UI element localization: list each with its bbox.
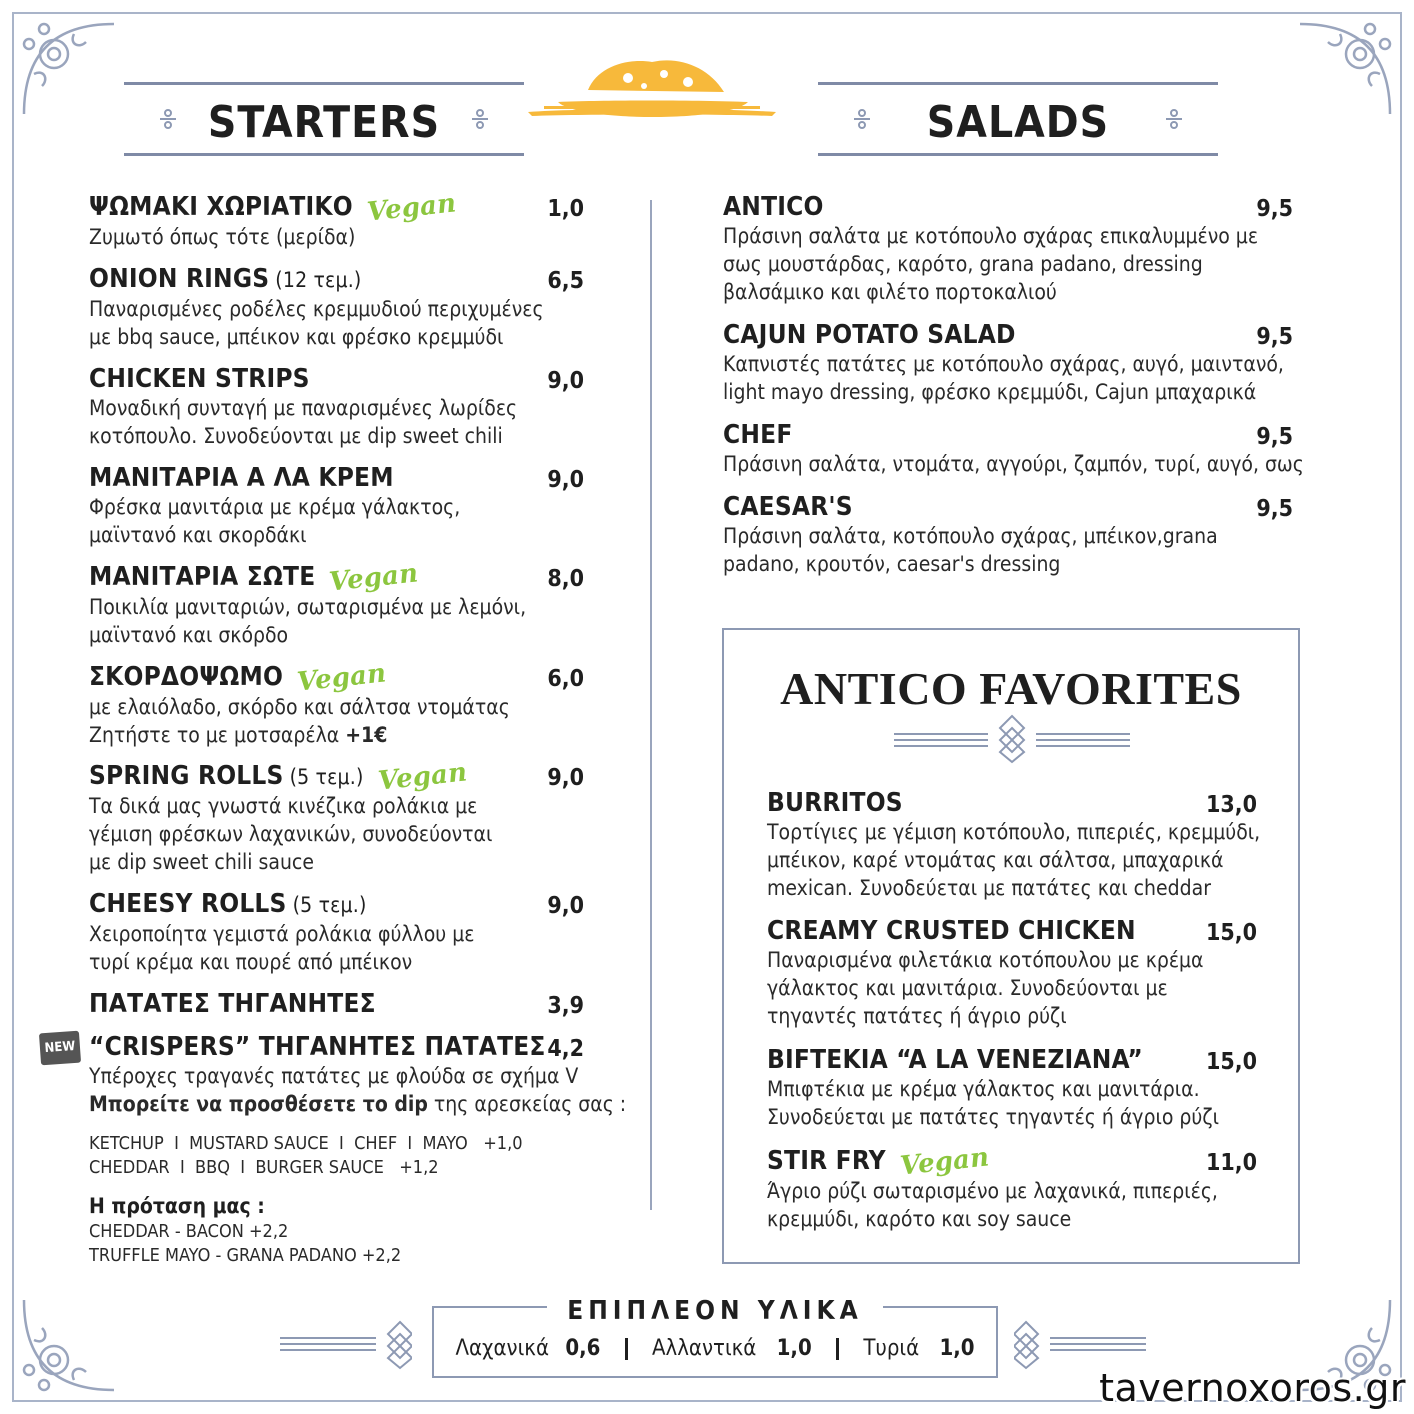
item-description: γέμιση φρέσκων λαχανικών, συνοδεύονται: [89, 822, 493, 846]
menu-item: [89, 264, 544, 351]
fleuron-icon: [468, 107, 492, 131]
watermark: tavernoxoros.gr: [1099, 1366, 1406, 1410]
vegan-badge: Vegan: [376, 756, 469, 797]
menu-item: [723, 192, 1258, 306]
suggestion-line: TRUFFLE MAYO - GRANA PADANO +2,2: [89, 1245, 402, 1266]
item-title: STIR FRY: [767, 1146, 886, 1176]
item-description: Παναρισμένα φιλετάκια κοτόπουλου με κρέμα: [767, 948, 1204, 972]
item-description: Υπέροχες τραγανές πατάτες με φλούδα σε σχήμα V: [89, 1064, 579, 1088]
item-name: [89, 989, 376, 1019]
pasta-plate-icon: [528, 52, 776, 132]
item-title: SPRING ROLLS: [89, 761, 284, 791]
item-name: [767, 916, 1204, 946]
extra-label: Τυριά: [863, 1336, 920, 1361]
item-price: 9,0: [547, 893, 584, 919]
item-name: [89, 756, 492, 797]
column-divider: [650, 200, 652, 1210]
item-description: γάλακτος και μανιτάρια. Συνοδεύονται με: [767, 976, 1168, 1000]
item-description: Ποικιλία μανιταριών, σωταρισμένα με λεμόνι,: [89, 594, 527, 619]
starters-title: STARTERS: [207, 97, 441, 148]
extra-label: Αλλαντικά: [651, 1336, 757, 1361]
vegan-badge: Vegan: [898, 1141, 991, 1182]
item-name: [723, 492, 1218, 522]
vegan-badge: Vegan: [295, 657, 388, 698]
item-description: με bbq sauce, μπέικον και φρέσκο κρεμμύδι: [89, 325, 504, 349]
item-title: CREAMY CRUSTED CHICKEN: [767, 916, 1136, 946]
dips-line: CHEDDAR I BBQ I BURGER SAUCE +1,2: [89, 1157, 439, 1178]
extra-label: Λαχανικά: [455, 1336, 550, 1361]
diamond-ornament-icon: [1014, 1318, 1146, 1370]
menu-item: [89, 756, 493, 876]
menu-item: [723, 320, 1284, 406]
item-title: BIFTEKIA “A LA VENEZIANA”: [767, 1045, 1143, 1075]
item-name: [89, 889, 474, 920]
item-name: [723, 420, 1304, 450]
item-price: 9,0: [547, 467, 584, 493]
dips-line: KETCHUP I MUSTARD SAUCE I CHEF I MAYO +1,0: [89, 1133, 523, 1154]
corner-ornament-top-right: [1290, 14, 1400, 124]
item-price: 9,5: [1256, 496, 1293, 522]
item-title: CHEESY ROLLS: [89, 889, 287, 919]
vegan-badge: Vegan: [328, 557, 420, 598]
extras-title: ΕΠΙΠΛΕΟΝ ΥΛΙΚΑ: [567, 1296, 863, 1326]
item-quantity: (12 τεμ.): [275, 268, 362, 292]
salads-header: [818, 82, 1218, 156]
item-name: [767, 1045, 1219, 1075]
item-description: Πράσινη σαλάτα, κοτόπουλο σχάρας, μπέικον,grana: [723, 524, 1218, 548]
item-title: ΜΑΝΙΤΑΡΙΑ Α ΛΑ ΚΡΕΜ: [89, 463, 394, 493]
item-description: Παναρισμένες ροδέλες κρεμμυδιού περιχυμένες: [89, 297, 544, 321]
item-description: Μοναδική συνταγή με παναρισμένες λωρίδες: [89, 396, 518, 420]
item-description: Συνοδεύεται με πατάτες τηγαντές ή άγριο ρύζι: [767, 1105, 1220, 1129]
item-description: κρεμμύδι, καρότο και soy sauce: [767, 1206, 1072, 1231]
item-description-text: Ζητήστε το με μοτσαρέλα: [89, 722, 346, 747]
item-name: [723, 192, 1258, 222]
item-price: 9,5: [1256, 196, 1293, 222]
menu-item: [89, 364, 517, 450]
corner-ornament-top-left: [14, 14, 124, 124]
vegan-badge: Vegan: [365, 187, 458, 228]
extra-price: 0,6: [565, 1336, 601, 1361]
item-description: light mayo dressing, φρέσκο κρεμμύδι, Cajun μπαχαρικά: [723, 380, 1257, 404]
item-price: 15,0: [1205, 920, 1257, 946]
item-price: 11,0: [1205, 1150, 1257, 1176]
menu-item: [89, 557, 527, 649]
item-description: Πράσινη σαλάτα, ντομάτα, αγγούρι, ζαμπόν, τυρί, αυγό, σως: [723, 452, 1304, 476]
item-price: 9,5: [1256, 324, 1293, 350]
item-name: [89, 463, 460, 493]
fleuron-icon: [1162, 107, 1186, 131]
menu-item: [89, 463, 460, 549]
item-price: 9,0: [547, 765, 584, 791]
item-title: ΨΩΜΑΚΙ ΧΩΡΙΑΤΙΚΟ: [89, 192, 353, 222]
menu-item: [767, 916, 1204, 1030]
separator: [625, 1338, 628, 1360]
menu-item: [723, 420, 1304, 478]
item-description-text: της αρεσκείας σας :: [427, 1092, 627, 1116]
dips-list: [89, 1132, 523, 1180]
item-description-bold: Μπορείτε να προσθέσετε το dip: [89, 1092, 428, 1116]
item-description: Φρέσκα μανιτάρια με κρέμα γάλακτος,: [89, 495, 461, 519]
item-description: μαϊντανό και σκορδάκι: [89, 523, 307, 547]
extra-price: 1,0: [939, 1336, 975, 1361]
item-name: [767, 1141, 1218, 1182]
item-description: με ελαιόλαδο, σκόρδο και σάλτσα ντομάτας: [89, 694, 510, 719]
item-title: ΠΑΤΑΤΕΣ ΤΗΓΑΝΗΤΕΣ: [89, 989, 376, 1019]
item-description: τυρί κρέμα και πουρέ από μπέικον: [89, 950, 413, 974]
item-name: [89, 657, 510, 698]
item-description: Άγριο ρύζι σωταρισμένο με λαχανικά, πιπεριές,: [767, 1178, 1218, 1203]
item-title: ΜΑΝΙΤΑΡΙΑ ΣΩΤΕ: [89, 562, 316, 592]
item-description: Ζυμωτό όπως τότε (μερίδα): [89, 224, 356, 249]
extra-price: 1,0: [776, 1336, 812, 1361]
item-description: Μπιφτέκια με κρέμα γάλακτος και μανιτάρια.: [767, 1077, 1200, 1101]
suggestion-title: Η πρόταση μας :: [89, 1194, 265, 1218]
item-description: σως μουστάρδας, καρότο, grana padano, dressing: [723, 252, 1203, 276]
item-description: Καπνιστές πατάτες με κοτόπουλο σχάρας, αυγό, μαιντανό,: [723, 352, 1284, 376]
item-price: 8,0: [547, 566, 584, 592]
suggestion-line: CHEDDAR - BACON +2,2: [89, 1221, 289, 1242]
menu-item: [767, 1141, 1218, 1233]
item-price: 4,2: [547, 1036, 584, 1062]
suggestion-block: [89, 1192, 401, 1268]
item-name: [89, 187, 458, 228]
item-name: [767, 788, 1260, 818]
item-title: ΣΚΟΡΔΟΨΩΜΟ: [89, 662, 284, 692]
item-description: με dip sweet chili sauce: [89, 850, 314, 874]
item-price: 6,5: [547, 268, 584, 294]
item-name: [89, 557, 526, 598]
salads-title: SALADS: [926, 97, 1110, 148]
extras-row: [432, 1336, 998, 1361]
item-description: Τα δικά μας γνωστά κινέζικα ρολάκια με: [89, 794, 478, 818]
item-title: ANTICO: [723, 192, 824, 222]
starters-header: [124, 82, 524, 156]
menu-item: [767, 788, 1260, 902]
item-name: [89, 264, 544, 295]
item-quantity: (5 τεμ.): [292, 893, 367, 917]
item-price: 13,0: [1205, 792, 1257, 818]
item-price: 9,0: [547, 368, 584, 394]
item-title: ONION RINGS: [89, 264, 270, 294]
item-price: 15,0: [1205, 1049, 1257, 1075]
menu-item: [89, 657, 510, 749]
item-price: 9,5: [1256, 424, 1293, 450]
item-description: βαλσάμικο και φιλέτο πορτοκαλιού: [723, 280, 1057, 304]
item-description: [89, 1090, 626, 1118]
extras-box-top-line: [883, 1306, 998, 1308]
item-title: BURRITOS: [767, 788, 903, 818]
item-description: [89, 721, 510, 749]
menu-item: [89, 989, 376, 1019]
diamond-ornament-icon: [894, 714, 1130, 764]
menu-item: [767, 1045, 1219, 1131]
item-quantity: (5 τεμ.): [289, 765, 364, 789]
item-title: CHICKEN STRIPS: [89, 364, 310, 394]
item-description: Τορτίγιες με γέμιση κοτόπουλο, πιπεριές, κρεμμύδι,: [767, 820, 1261, 844]
item-title: CAJUN POTATO SALAD: [723, 320, 1016, 350]
item-description: τηγαντές πατάτες ή άγριο ρύζι: [767, 1004, 1067, 1028]
favorites-title: ANTICO FAVORITES: [780, 663, 1242, 714]
item-name: [723, 320, 1284, 350]
item-description: padano, κρουτόν, caesar's dressing: [723, 552, 1061, 576]
menu-item: [89, 889, 474, 976]
item-description-bold: +1€: [345, 722, 388, 747]
item-price: 3,9: [547, 993, 584, 1019]
item-price: 6,0: [547, 666, 584, 692]
item-description: mexican. Συνοδεύεται με πατάτες και cheddar: [767, 876, 1211, 900]
item-price: 1,0: [547, 196, 584, 222]
item-description: μπέικον, καρέ ντομάτας και σάλτσα, μπαχαρικά: [767, 848, 1224, 872]
item-description: Πράσινη σαλάτα με κοτόπουλο σχάρας επικαλυμμένο με: [723, 224, 1259, 248]
item-description: Χειροποίητα γεμιστά ρολάκια φύλλου με: [89, 922, 475, 946]
menu-item: [89, 187, 458, 251]
corner-ornament-bottom-left: [14, 1290, 124, 1400]
item-description: κοτόπουλο. Συνοδεύονται με dip sweet chili: [89, 424, 503, 448]
item-name: [89, 364, 517, 394]
item-title: “CRISPERS” ΤΗΓΑΝΗΤΕΣ ΠΑΤΑΤΕΣ: [89, 1032, 546, 1062]
separator: [836, 1338, 839, 1360]
new-badge: NEW: [39, 1031, 81, 1066]
item-title: CHEF: [723, 420, 793, 450]
diamond-ornament-icon: [280, 1318, 412, 1370]
item-title: CAESAR'S: [723, 492, 853, 522]
extras-box-top-line: [432, 1306, 547, 1308]
menu-item: [723, 492, 1218, 578]
item-description: μαϊντανό και σκόρδο: [89, 622, 289, 647]
